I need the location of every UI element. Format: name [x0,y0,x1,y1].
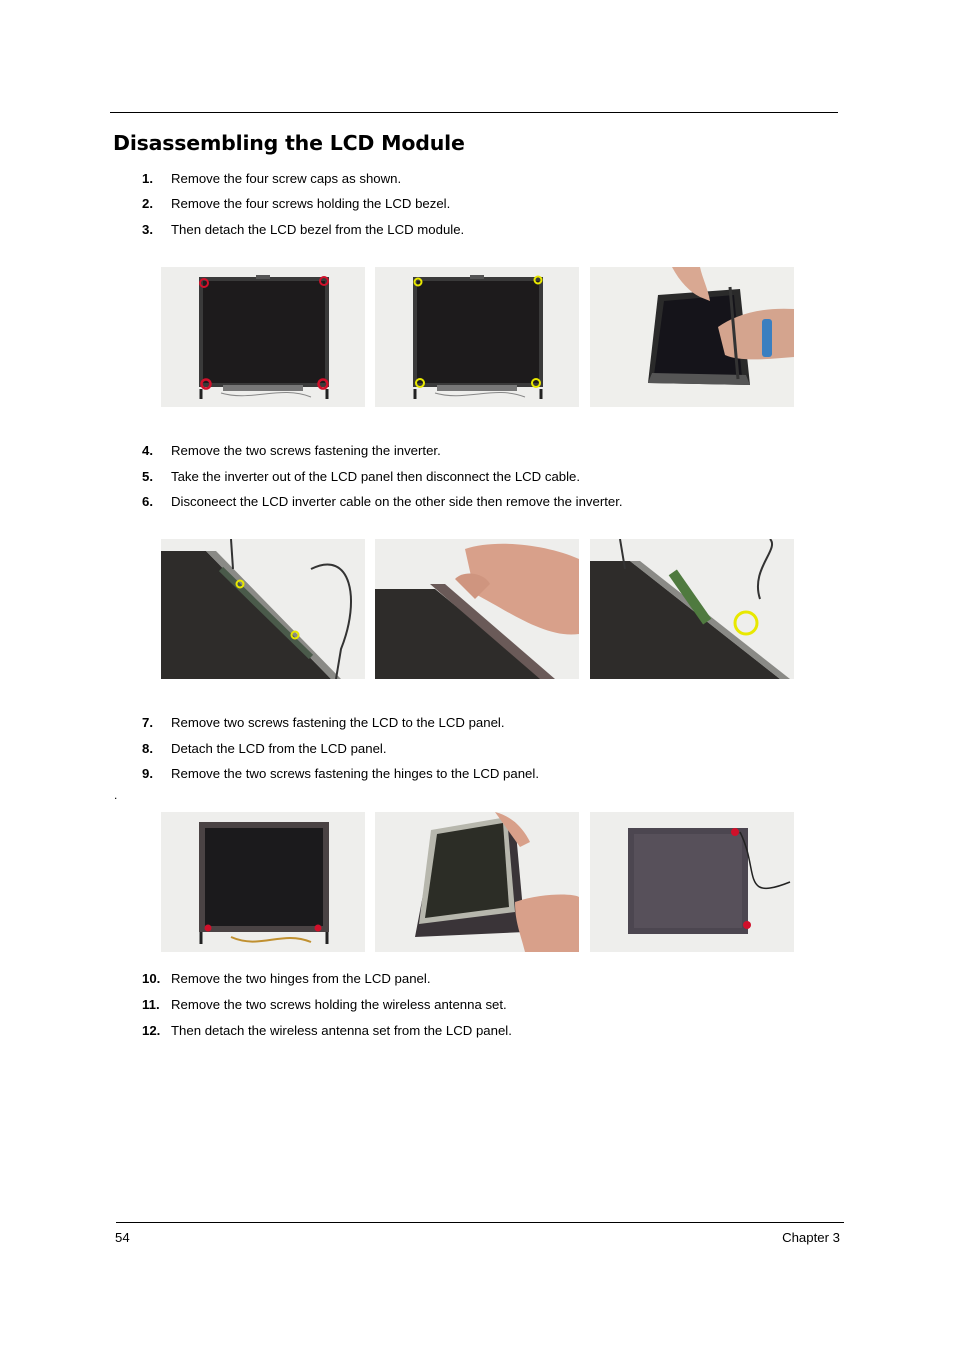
photo-inverter-cable [590,539,794,679]
photo-detach-lcd [375,812,579,952]
step-5: 5. Take the inverter out of the LCD panel then disconnect the LCD cable. [142,469,581,484]
photo-detach-bezel [590,267,794,407]
step-7: 7. Remove two screws fastening the LCD to the LCD panel. [142,715,505,730]
step-1: 1. Remove the four screw caps as shown. [142,171,402,186]
photo-screw-caps [161,267,365,407]
step-3: 3. Then detach the LCD bezel from the LCD module. [142,222,465,237]
step-6: 6. Disconeect the LCD inverter cable on the other side then remove the inverter. [142,494,623,509]
photo-inverter-remove [375,539,579,679]
photo-hinge-screws [590,812,794,952]
step-8: 8. Detach the LCD from the LCD panel. [142,741,387,756]
photo-bezel-screws [375,267,579,407]
photo-lcd-screws [161,812,365,952]
step-11: 11. Remove the two screws holding the wireless antenna set. [142,997,507,1012]
chapter-label: Chapter 3 [782,1230,840,1245]
header-rule [110,112,838,113]
step-10: 10. Remove the two hinges from the LCD panel. [142,971,431,986]
step-9: 9. Remove the two screws fastening the hinges to the LCD panel. [142,766,539,781]
section-title: Disassembling the LCD Module [113,131,465,155]
photo-inverter-screws [161,539,365,679]
footer-rule [116,1222,844,1223]
step-12: 12. Then detach the wireless antenna set from the LCD panel. [142,1023,512,1038]
step-4: 4. Remove the two screws fastening the inverter. [142,443,441,458]
page-number: 54 [115,1230,130,1245]
step-2: 2. Remove the four screws holding the LCD bezel. [142,196,451,211]
stray-mark: . [114,788,118,802]
